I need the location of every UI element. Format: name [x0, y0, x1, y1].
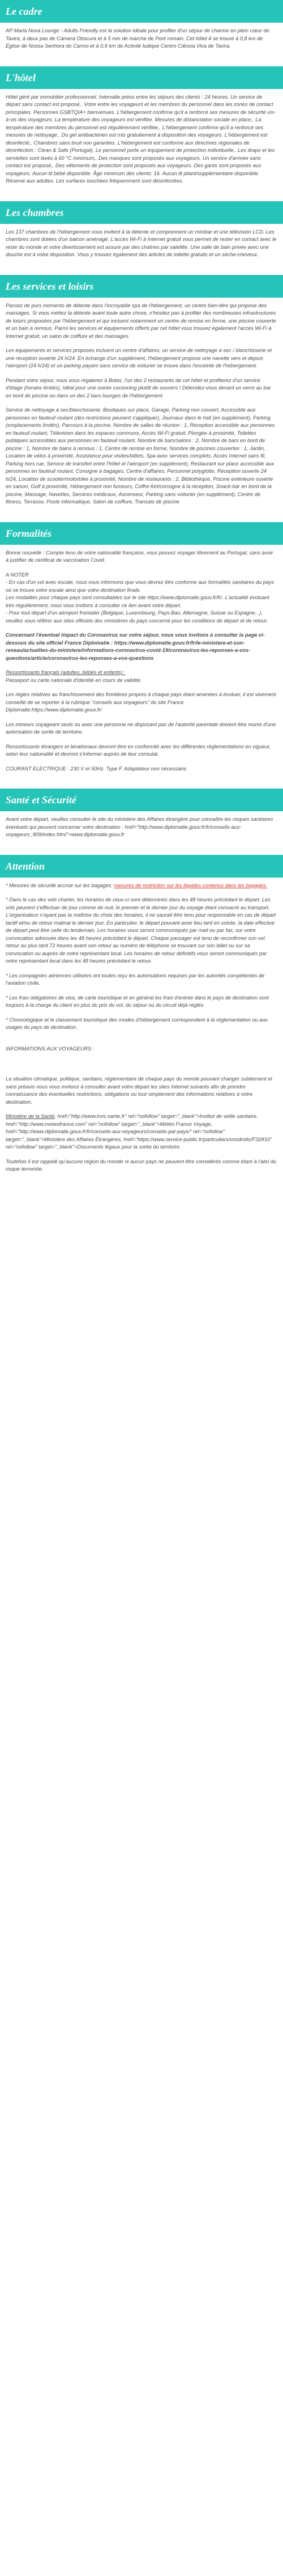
formalites-coronavirus-notice: Concernant l'éventuel impact du Coronavirus sur votre séjour, nous vous invitons à consulter la page ci-dessous du site officiel France Diplomatie : https://www.diplomatie.gouv.fr/fr/le-ministere-et-son-reseau/actualites-du-ministere/informations-coronavirus-covid-19/coronavirus-les-reponses-a-vos-questions/article/coronavirus-les-reponses-a-vos-questions — [6, 632, 265, 661]
le-cadre-paragraph: AP Maria Nova Lounge - Adults Friendly est la solution idéale pour profiter d'un séjour de charme en plein cœur de Tavira, à deux pas de Camera Obscura et à 5 min de marche de Pont romain. Cet hôtel 4 se trouve à 0,8 km de Église de Nossa Senhora do Carmo et à 0,9 km de Activité ludique Centro Ciência Viva de Tavira. — [6, 28, 269, 49]
attention-paragraph-9: Toutefois il est rappelé qu'aucune région du monde ni aucun pays ne peuvent être considérés comme étant à l'abri du risque terroriste. — [6, 1158, 277, 1172]
section-body-attention — [0, 878, 283, 1181]
formalites-id-line: Passeport ou carte nationale d'identité en cours de validité. — [6, 677, 142, 683]
section-header-chambres: Les chambres — [0, 201, 283, 224]
section-header-sante: Santé et Sécurité — [0, 789, 283, 811]
services-paragraph-3: Pendant votre séjour, vous vous régalerez à Bolas, l'un des 2 restaurants de cet hôtel et profiterez d'un service d'étage (horaire limités). Idéal pour une soirée cocooning plutôt de souvers ! Détendez-vous devant un verre au bar en bord de piscine ou dans un des 2 bars lounges de l'hébergement. — [6, 377, 271, 399]
section-header-attention: Attention — [0, 855, 283, 878]
formalites-paragraph-5: Les règles relatives au franchissement des frontières propres à chaque pays étant amenées à évoluer, il est vivement conseillé de se reporter à la rubrique "conseils aux voyageurs" du site France Diplomatie:https://www.diplomatie.gouv.fr/ — [6, 692, 276, 713]
attention-paragraph-4: * Les frais obligatoires de visa, de carte touristique et en général les frais d'entrée dans le pays de destination sont toujours à la charge du client en plus du prix du vol, du séjour ou du circuit déjà réglés. — [6, 994, 269, 1008]
formalites-note-block — [6, 571, 277, 625]
attention-info-heading: INFORMATIONS AUX VOYAGEURS : — [6, 1045, 95, 1052]
section-body-formalites — [0, 545, 283, 781]
services-paragraph-1: Passez de purs moments de détente dans l'incroyable spa de l'hébergement, un centre bien-être qui propose des massages. Si vous mettez la détente avant toute autre chose, n'hésitez pas à profiter des nombreuses infrastructures de loisirs proposées par l'hébergement et qui incluent notamment un centre de remise en forme, une piscine couverte et un bain à remous. Parmi les services et équipements offerts par cet hôtel vous trouvez également l'accès Wi-Fi à Internet gratuit, un salon de coiffure et des massages. — [6, 302, 276, 339]
ministere-sante-link[interactable]: Ministère de la Santé — [6, 1113, 55, 1119]
section-header-hotel: L'hôtel — [0, 66, 283, 89]
hotel-paragraph: Hôtel géré par immobilier professionnel. Intervalle prévu entre les séjours des clients : 24 heures. Un service de départ sans contact est proposé.. Votre entre les voyageurs et les membres du personnel dans les zones de contact principales. Personnes GSBTQIA+ bienvenues. L'hébergement confirme qu'il a renforcé ses mesures de sécurité vis-à-vis des voyageurs. La température des voyageurs est vérifiée. Mesures de distanciation sociale en place,. La température des membres du personnel est régulièrement vérifiée,. L'hébergement confirme qu'il a renforcé ses mesures de nettoyage.. Du gel antibactérien est mis gratuitement à disposition des voyageurs. L'hébergement est désinfecté,. Chambres sans bruit non garanties. L'hébergement est conforme aux directives régionales de désinfection : Clean & Safe (Portugal). Le personnel porte un équipement de protection individuelle,. Les draps et les serviettes sont lavés à 60 °C minimum,. Des masques sont proposés aux voyageurs. Un service d'arrivée sans contact est proposé,. Des vêtements de protection sont proposés aux voyageurs. Des gants sont proposés aux voyageurs. Aucun lit bébé disponible. Âge minimum des clients: 16. Aucun lit pliant/supplémentaire disponible. Réservé aux adultes. Les surfaces touchées fréquemment sont désinfectées. — [6, 94, 276, 184]
section-body-services — [0, 298, 283, 514]
section-body-sante — [0, 811, 283, 847]
formalites-paragraph-7: Ressortissants étrangers et binationaux devront être en conformité avec les différentes réglementations en vigueur, selon leur nationalité et devront s'informer auprès de leur consulat. — [6, 743, 271, 757]
attention-links-block — [6, 1113, 277, 1151]
section-header-formalites: Formalités — [0, 522, 283, 545]
attention-paragraph-7: La situation climatique, politique, sanitaire, réglementaire de chaque pays du monde pouvant changer subitement et sans préavis nous vous invitons à consulter avant votre départ les sites Internet suivants afin de prendre connaissance des éventuelles restrictions, obligations ou tout simplement des informations relatives à votre destination. — [6, 1076, 272, 1105]
attention-bagages — [6, 882, 277, 890]
section-body-le-cadre — [0, 23, 283, 58]
sante-paragraph: Avant votre départ, veuillez consulter le site du ministère des Affaires étrangère pour connaître les risques sanitaires éventuels qui peuvent concerner votre destination : href="http://www.diplomatie.gouv.fr/fr/conseils-aux-voyageurs_909/index.html">www.diplomatie.gouv.fr — [6, 816, 273, 837]
formalites-electric: COURANT ELECTRIQUE : 230 V et 50Hz. Type F. Adaptateur non nécessaire. — [6, 765, 188, 772]
section-header-services: Les services et loisirs — [0, 275, 283, 298]
attention-paragraph-5: * Chronologique et le classement touristique des modes d'hébergement correspondent à la réglementation ou aux usages du pays de destination. — [6, 1016, 268, 1030]
services-paragraph-4: Service de nettoyage à sec/blanchisserie, Boutiques sur place, Garage, Parking non couvert, Accessible aux personnes en fauteuil roulant (des restrictions peuvent s'appliquer), Journaux dans le hall (en supplément), Parking (emplacements limités), Parcours à la piscine, Nombre de salles de réunion : 1, Réception accessible aux personnes en fauteuil roulant, Télévision dans les espaces communs, Accès Wi-Fi gratuit, Plongée à proximité, Toilettes publiques accessibles aux personnes en fauteuil roulant, Nombre de bars/salons : 2, Nombre de bars en bord de piscine : 1, Nombre de bains à remous : 1, Centre de remise en forme, Nombre de piscines couvertes : 1, Jardin, Location de vélos à proximité, Assistance pour visites/billets, Spa avec services complets, Accès Internet sans fil, Parking hors rue, Service de transfert entre l'hôtel et l'aéroport (en supplément), Restaurant sur place accessible aux personnes en fauteuil roulant, Consigne à bagages, Centre d'affaires, Personnel polyglotte, Réception ouverte 24 h/24, Location de scooter/motorbike à proximité, Nombre de restaurants : 2, Bibliothèque, Piscine extérieure ouverte en saison, Golf à proximité, Hébergement non fumeurs, Coffre-fort/consigne à la réception, Snack-bar en bord de la piscine, Massage, Navettes, Services médicaux, Ascenseur, Parking sans voiturier (en supplément), Centre de fitness, Terrasse, Poste informatique, Salon de coiffure, Transats de piscine — [6, 407, 275, 505]
formalites-note-heading: A NOTER — [6, 571, 29, 578]
chambres-paragraph: Les 137 chambres de l'hébergement vous invitent à la détente et comprennent un minibar et une télévision LCD. Les chambres sont dotées d'un balcon aménagé. L'accès Wi-Fi à Internet gratuit vous permet de rester en contact avec le reste du monde et votre divertissement est assuré par des chaînes par satellite. Une salle de bain privée avec une douche est à votre disposition. Vous y trouvez également des articles de toilette gratuits et un sèche-cheveux. — [6, 228, 277, 257]
section-body-hotel — [0, 89, 283, 193]
attention-links-text: , href="http://www.invs.sante.fr" rel="nofollow" target="_blank">Institut de veille sanitaire, href="http://www.meteofrance.com" rel="nofollow" target="_blank">Météo France Voyage, href="http://www.diplomatie.gouv.fr/fr/conseils-aux-voyageurs/conseils-par-pays/" rel="nofollow" target="_blank">Ministère des Affaires Étrangères, href="https://www.service-public.fr/particuliers/vosdroits/F32833" rel="nofollow" target="_blank">Documents légaux pour la sortie du territoire. — [6, 1113, 272, 1150]
formalites-id-heading: Ressortissants français (adultes, bébés et enfants) : — [6, 670, 126, 675]
formalites-note-line: - Pour tout départ d'un aéroport frontalier (Belgique, Luxembourg, Pays-Bas, Allemagne, Suisse ou Espagne...), veuillez vous référer aux sites officiels des ministères du pays concerné pour les conditions de départ et de retour. — [6, 610, 268, 624]
services-paragraph-2: Les équipements et services proposés incluent un centre d'affaires, un service de nettoyage à sec / blanchisserie et une réception ouverte 24 h/24. En échange d'un supplément, l'hébergement propose une navette vers et depuis l'aéroport (24 h/24) et un parking payant sans service de voiturier se trouve dans l'enceinte de l'hébergement. — [6, 348, 272, 368]
liquid-restriction-link[interactable]: mesures de restriction sur les liquides contenus dans les bagages. — [114, 882, 268, 888]
formalites-paragraph-6: Les mineurs voyageant seuls ou avec une personne ne disposant pas de l'autorité parentale doivent être munis d'une autorisation de sortie de territoire. — [6, 721, 276, 735]
formalites-paragraph-1: Bonne nouvelle : Compte tenu de votre nationalité française, vous pouvez voyager librement au Portugal, sans avoir à justifier de certificat de vaccination Covid. — [6, 549, 273, 563]
section-body-chambres — [0, 224, 283, 267]
attention-paragraph-3: * Les compagnies aériennes utilisées ont toutes reçu les autorisations requises par les autorités compétentes de l'aviation civile. — [6, 972, 265, 986]
formalites-note-line: Les modalités pour chaque pays sont consultables sur le site https://www.diplomatie.gouv.fr/fr/. L'actualité évoluant très régulièrement, nous vous invitons à consulter ce lien avant votre départ. — [6, 595, 269, 608]
attention-paragraph-2: * Dans le cas des vols charter, les horaires de ceux-ci sont déterminés dans les 48 heures précédant le départ. Les vols peuvent s'effectuer de jour comme de nuit, le premier et le dernier jour du voyage étant consacré au transport. L'organisateur n'ayant pas la maîtrise du choix des horaires, il ne saurait être tenu pour responsable en cas de départ tardif et/ou de retour matinal le dernier jour. En particulier, le départ pouvant avoir lieu tard en soirée, la date effective de départ peut être celle du lendemain. Les horaires vous seront communiqués par mail ou par fax, sur votre convocation adressée dans les 48 heures précédant le départ. Chaque passager est tenu de reconfirmer son vol retour au plus tard 72 heures avant son retour au numéro de téléphone se trouvant sur son billet ou sur sa convocation ou auprès de notre représentant local. Les horaires de retour définitifs vous seront communiqués par notre représentant local dans les 48 heures précédant le retour. — [6, 897, 276, 964]
attention-bagages-text: * Mesures de sécurité accrue sur les bagages: — [6, 882, 114, 888]
formalites-note-line: - En cas d'un vol avec escale, nous vous informons que vous devrez être conforme aux formalités sanitaires du pays où se trouve votre escale ainsi que votre destination finale. — [6, 579, 275, 593]
section-header-le-cadre: Le cadre — [0, 0, 283, 23]
formalites-id-block — [6, 669, 277, 684]
